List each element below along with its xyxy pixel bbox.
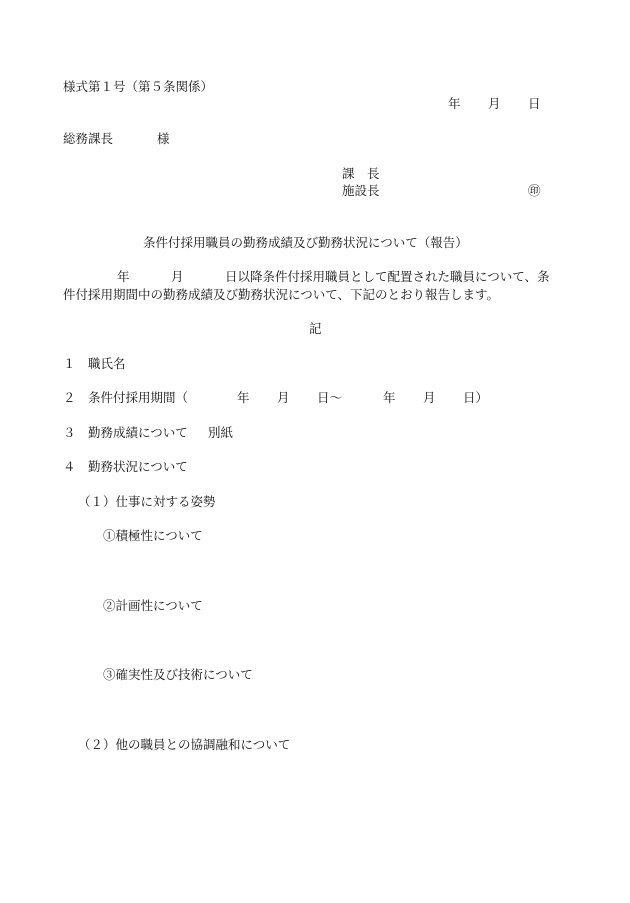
body-month-label: 月 [171, 269, 184, 284]
item-3-number: ３ [63, 425, 76, 440]
item-2-end-year: 年 [383, 390, 396, 405]
item-3-text: 勤務成績について [88, 425, 188, 440]
item-1-number: １ [63, 356, 76, 371]
subsection-2-heading: （２）他の職員との協調融和について [78, 737, 291, 752]
subsection-1-heading: （１）仕事に対する姿勢 [78, 494, 216, 509]
sender-facility-director: 施設長 [342, 183, 380, 198]
body-line-2: 件付採用期間中の勤務成績及び勤務状況について、下記のとおり報告します。 [63, 287, 500, 302]
item-1-text: 職氏名 [88, 356, 126, 371]
item-4-number: ４ [63, 459, 76, 474]
date-month-label: 月 [488, 96, 501, 111]
addressee-name: 総務課長 [63, 131, 114, 146]
item-3-attachment: 別紙 [208, 425, 234, 440]
document-title: 条件付採用職員の勤務成績及び勤務状況について（報告） [143, 235, 468, 250]
sender-section-chief: 課 長 [342, 166, 380, 181]
subitem-initiative: ①積極性について [103, 528, 203, 543]
item-2-end-day: 日） [463, 390, 489, 405]
date-day-label: 日 [528, 96, 541, 111]
form-number: 様式第１号（第５条関係） [63, 79, 214, 94]
item-2-start-day: 日～ [317, 390, 343, 405]
item-2-end-month: 月 [423, 390, 436, 405]
addressee-honorific: 様 [157, 131, 170, 146]
item-4-text: 勤務状況について [88, 459, 188, 474]
body-year-label: 年 [117, 269, 130, 284]
subitem-reliability-skill: ③確実性及び技術について [103, 667, 253, 682]
ki-heading: 記 [309, 321, 322, 336]
item-2-number: ２ [63, 390, 76, 405]
date-year-label: 年 [448, 96, 461, 111]
subitem-planning: ②計画性について [103, 598, 203, 613]
item-2-start-month: 月 [277, 390, 290, 405]
item-2-label: 条件付採用期間（ [88, 390, 189, 405]
body-line-1: 日以降条件付採用職員として配置された職員について、条 [225, 269, 550, 284]
item-2-start-year: 年 [237, 390, 250, 405]
seal-mark: ㊞ [528, 183, 541, 198]
